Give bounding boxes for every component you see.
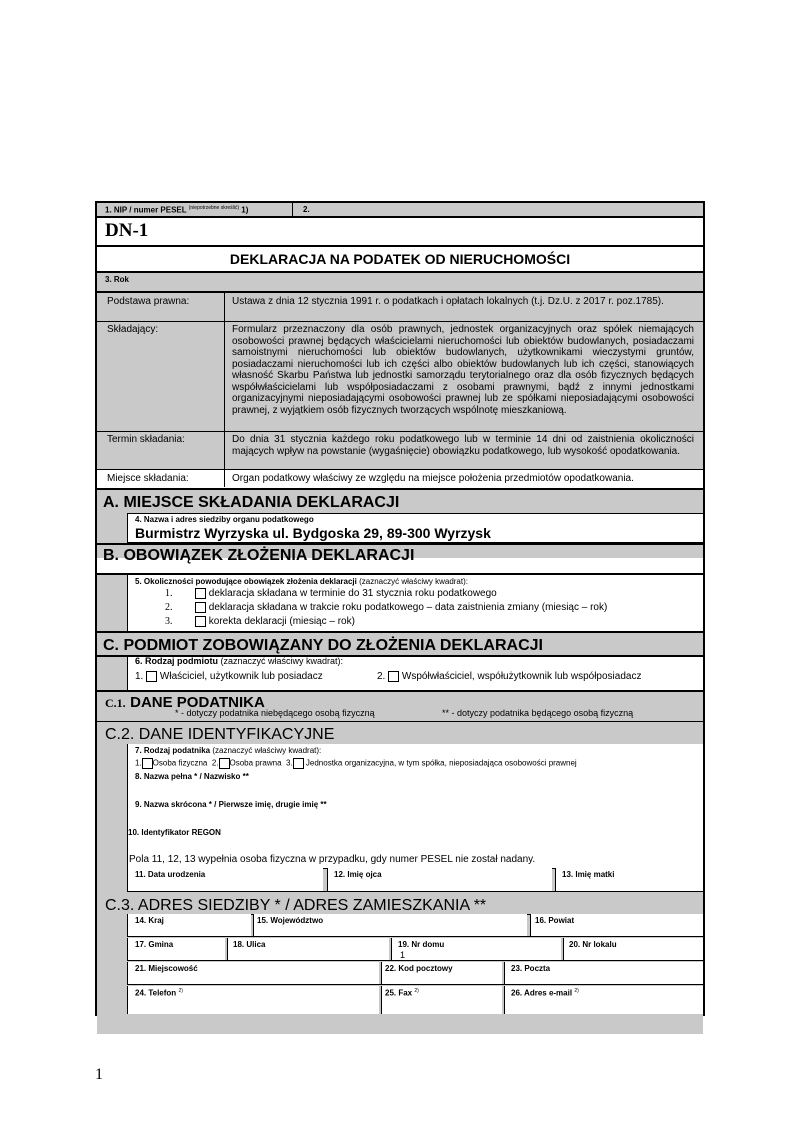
year-row-bg — [97, 273, 703, 291]
option-number: 3. — [165, 616, 173, 628]
field26-label: 26. Adres e-mail $^{2)}$ — [511, 988, 579, 998]
pesel-note: Pola 11, 12, 13 wypełnia osoba fizyczna w przypadku, gdy numer PESEL nie został nadany. — [129, 854, 536, 865]
field12-label: 12. Imię ojca — [334, 870, 382, 879]
field6-option-1 — [135, 671, 323, 682]
option-label: Osoba fizyczna — [152, 758, 208, 768]
divider — [127, 960, 703, 961]
divider — [127, 891, 703, 892]
field5-option-3 — [165, 616, 355, 627]
field19-label: 19. Nr domu — [398, 940, 445, 949]
section-c1-title: C.1. DANE PODATNIKA — [105, 694, 265, 711]
submitter-text: Formularz przeznaczony dla osób prawnych, jednostek organizacyjnych oraz spółek niemających osobowości prawnej będących właścicielami nieruchomości lub obiektów budowlanych, posiadaczami samoistnymi nieruchomości lub obiektów budowlanych, użytkownikami wieczystymi gruntów, posiadaczami nieruchomości lub ich części albo obiektów budowlanych lub ich części, stanowiących własność Skarbu Państwa lub jednostki samorządu terytorialnego oraz dla osób fizycznych będących współwłaścicielami lub współposiadaczami z osobami prawnymi, bądź z innymi jednostkami organizacyjnymi nieposiadającymi osobowości prawnej lub ze spółkami nieposiadającymi osobowości prawnej, z wyjątkiem osób fizycznych tworzących wspólnotę mieszkaniową. — [232, 324, 694, 416]
field5-label-wrap: 5. Okoliczności powodujące obowiązek złożenia deklaracji (zaznaczyć właściwy kwadrat): — [135, 577, 468, 586]
divider — [97, 431, 703, 432]
form-code: DN-1 — [105, 220, 149, 241]
option-number: 1. — [135, 758, 142, 768]
field17-label: 17. Gmina — [135, 940, 174, 949]
divider — [292, 203, 293, 216]
tax-office-address: Burmistrz Wyrzyska ul. Bydgoska 29, 89-300 Wyrzysk — [135, 525, 491, 541]
option-number: 1. — [165, 588, 173, 600]
option-label: deklaracja składana w trakcie roku podatkowego – data zaistnienia zmiany (miesiąc – rok) — [208, 602, 608, 614]
field9-label: 9. Nazwa skrócona * / Pierwsze imię, drugie imię ** — [135, 800, 327, 809]
divider — [97, 245, 703, 247]
field8-label: 8. Nazwa pełna * / Nazwisko ** — [135, 772, 249, 781]
submitter-label: Składający: — [107, 324, 159, 335]
checkbox[interactable] — [293, 758, 304, 769]
field6-label-wrap: 6. Rodzaj podmiotu (zaznaczyć właściwy kwadrat): — [135, 656, 344, 666]
place-label: Miejsce składania: — [107, 473, 189, 484]
section-c3-title: C.3. ADRES SIEDZIBY * / ADRES ZAMIESZKANIA ** — [105, 897, 487, 914]
deadline-text: Do dnia 31 stycznia każdego roku podatkowego lub w terminie 14 dni od zaistnienia okoliczności mających wpływ na powstanie (wygaśnięcie) obowiązku podatkowego, lub wysokość opodatkowania. — [232, 434, 694, 457]
field6-option-2 — [377, 671, 641, 682]
field2-label: 2. — [303, 205, 310, 214]
divider — [97, 216, 703, 218]
field23-label: 23. Poczta — [511, 964, 551, 973]
option-number: 2. — [165, 602, 173, 614]
divider — [97, 321, 703, 322]
margin-bg — [97, 575, 127, 631]
field11-label: 11. Data urodzenia — [135, 870, 206, 879]
field13-label: 13. Imię matki — [562, 870, 615, 879]
field18-label: 18. Ulica — [233, 940, 266, 949]
field7-label-wrap: 7. Rodzaj podatnika (zaznaczyć właściwy kwadrat): — [135, 746, 322, 755]
option-label: Osoba prawna — [229, 758, 282, 768]
divider — [97, 543, 703, 545]
checkbox[interactable] — [195, 602, 206, 613]
field24-label: 24. Telefon $^{2)}$ — [135, 988, 183, 998]
divider — [97, 469, 703, 470]
divider — [127, 936, 703, 937]
field5-option-2 — [165, 602, 607, 613]
checkbox[interactable] — [195, 616, 206, 627]
option-number: 1. — [135, 671, 144, 683]
checkbox[interactable] — [388, 671, 399, 682]
option-number: 2. — [377, 671, 386, 683]
form-title: DEKLARACJA NA PODATEK OD NIERUCHOMOŚCI — [229, 251, 571, 267]
margin-bg — [97, 657, 127, 691]
divider — [224, 293, 225, 469]
section-b-title: B. OBOWIĄZEK ZŁOŻENIA DEKLARACJI — [103, 547, 415, 564]
field7-options — [135, 758, 577, 769]
field14-label: 14. Kraj — [135, 916, 164, 925]
field16-label: 16. Powiat — [535, 916, 575, 925]
page-number: 1 — [95, 1066, 103, 1083]
declaration-form — [95, 201, 705, 1016]
field20-label: 20. Nr lokalu — [569, 940, 617, 949]
field25-label: 25. Fax $^{2)}$ — [385, 988, 419, 998]
divider — [224, 469, 225, 487]
field22-label: 22. Kod pocztowy — [385, 964, 453, 973]
field5-option-1 — [165, 588, 497, 599]
field4-label: 4. Nazwa i adres siedziby organu podatkowego — [135, 515, 314, 524]
option-number: 2. — [211, 758, 219, 768]
checkbox[interactable] — [142, 758, 153, 769]
nip-pesel-label: 1. NIP / numer PESEL $^{(niepotrzebne skreślić)}$ 1) — [105, 205, 249, 215]
field15-label: 15. Województwo — [257, 916, 324, 925]
option-label: Właściciel, użytkownik lub posiadacz — [159, 671, 323, 683]
deadline-label: Termin składania: — [107, 434, 185, 445]
option-label: Współwłaściciel, współużytkownik lub współposiadacz — [401, 671, 642, 683]
field21-label: 21. Miejscowość — [135, 964, 198, 973]
option-label: korekta deklaracji (miesiąc – rok) — [208, 616, 355, 628]
field10-label: 10. Identyfikator REGON — [128, 828, 221, 837]
divider — [97, 573, 703, 575]
legal-basis-label: Podstawa prawna: — [107, 296, 190, 307]
year-label: 3. Rok — [105, 275, 130, 284]
section-c2-title: C.2. DANE IDENTYFIKACYJNE — [105, 726, 335, 743]
section-c-title: C. PODMIOT ZOBOWIĄZANY DO ZŁOŻENIA DEKLARACJI — [103, 637, 543, 654]
house-number-value: 1 — [400, 950, 406, 960]
place-text: Organ podatkowy właściwy ze względu na miejsce położenia przedmiotów opodatkowania. — [232, 473, 634, 484]
option-number: 3. — [285, 758, 293, 768]
legal-basis-text: Ustawa z dnia 12 stycznia 1991 r. o podatkach i opłatach lokalnych (t.j. Dz.U. z 2017 r. poz.1785). — [232, 296, 664, 307]
checkbox[interactable] — [146, 671, 157, 682]
c1-note-natural: ** - dotyczy podatnika będącego osobą fizyczną — [442, 708, 634, 718]
c1-note-legal: * - dotyczy podatnika niebędącego osobą fizyczną — [175, 708, 375, 718]
section-a-title: A. MIEJSCE SKŁADANIA DEKLARACJI — [103, 494, 400, 511]
option-label: deklaracja składana w terminie do 31 stycznia roku podatkowego — [208, 588, 497, 600]
checkbox[interactable] — [219, 758, 230, 769]
divider — [127, 657, 128, 691]
divider — [127, 984, 703, 985]
divider — [127, 575, 128, 631]
option-label: Jednostka organizacyjna, w tym spółka, nieposiadająca osobowości prawnej — [305, 758, 577, 768]
checkbox[interactable] — [195, 588, 206, 599]
